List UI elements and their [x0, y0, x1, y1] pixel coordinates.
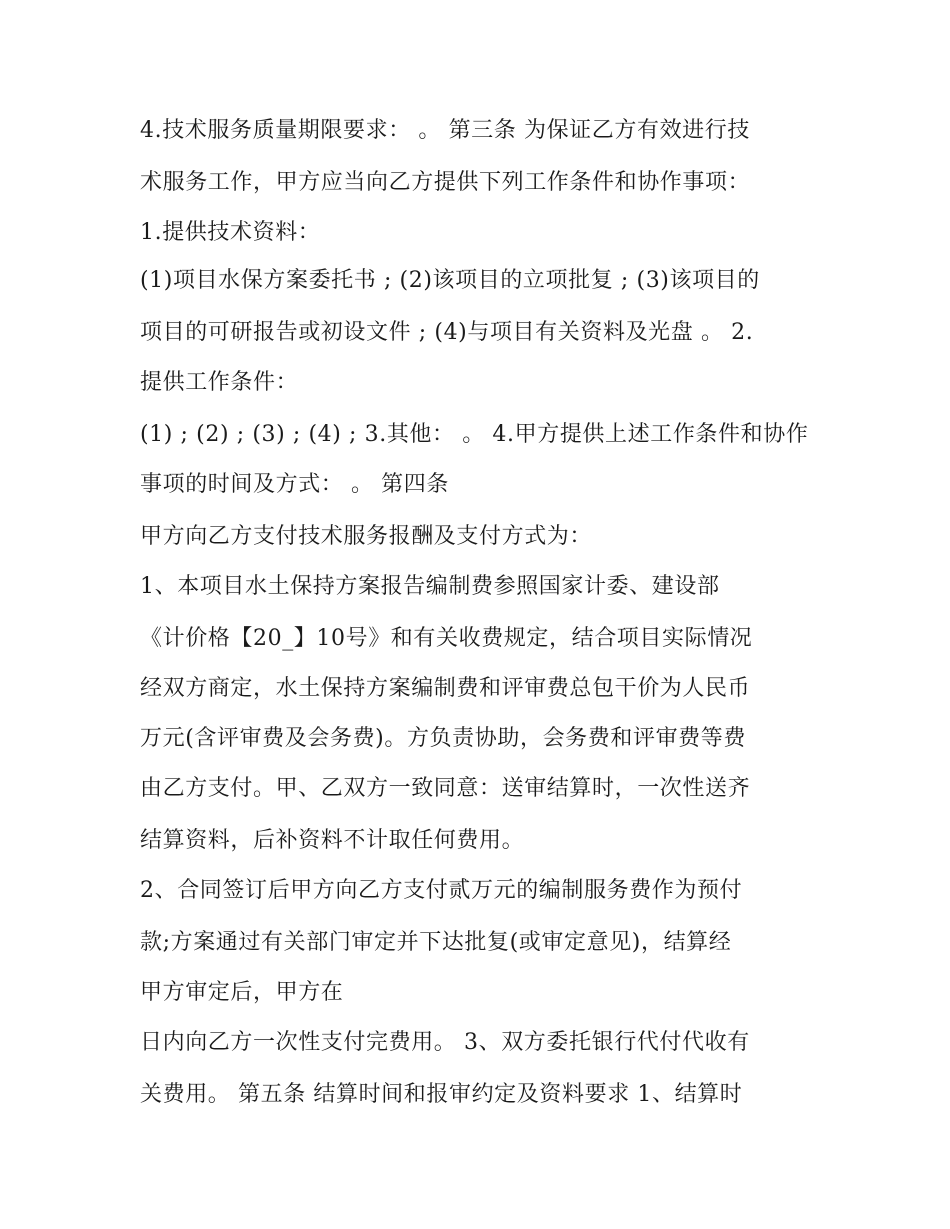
text-line: 甲方向乙方支付技术服务报酬及支付方式为：: [140, 524, 593, 549]
text-line: 2、合同签订后甲方向乙方支付贰万元的编制服务费作为预付: [140, 878, 743, 903]
text-line: 项目的可研报告或初设文件 ; (4)与项目有关资料及光盘 。 2.: [140, 320, 754, 345]
text-line: 万元(含评审费及会务费)。方负责协助，会务费和评审费等费: [140, 726, 746, 751]
text-line: 《计价格【20_】10号》和有关收费规定，结合项目实际情况: [140, 626, 753, 651]
text-line: 术服务工作，甲方应当向乙方提供下列工作条件和协作事项：: [140, 170, 751, 195]
text-line: 4.技术服务质量期限要求： 。 第三条 为保证乙方有效进行技: [140, 118, 750, 143]
text-line: (1)项目水保方案委托书 ; (2)该项目的立项批复 ; (3)该项目的: [140, 268, 760, 293]
text-line: 1、本项目水土保持方案报告编制费参照国家计委、建设部: [140, 574, 720, 599]
text-line: (1) ; (2) ; (3) ; (4) ; 3.其他： 。 4.甲方提供上述工作条件和协作: [140, 422, 809, 447]
text-line: 款;方案通过有关部门审定并下达批复(或审定意见)，结算经: [140, 930, 732, 955]
text-line: 提供工作条件：: [140, 370, 299, 395]
text-line: 经双方商定，水土保持方案编制费和评审费总包干价为人民币: [140, 676, 751, 701]
text-line: 事项的时间及方式： 。 第四条: [140, 472, 449, 497]
text-line: 结算资料，后补资料不计取任何费用。: [140, 828, 525, 853]
text-line: 1.提供技术资料：: [140, 220, 321, 245]
text-line: 甲方审定后，甲方在: [140, 980, 344, 1005]
text-line: 由乙方支付。甲、乙双方一致同意：送审结算时，一次性送齐: [140, 776, 751, 801]
text-line: 关费用。 第五条 结算时间和报审约定及资料要求 1、结算时: [140, 1082, 743, 1107]
text-line: 日内向乙方一次性支付完费用。 3、双方委托银行代付代收有: [140, 1030, 750, 1055]
